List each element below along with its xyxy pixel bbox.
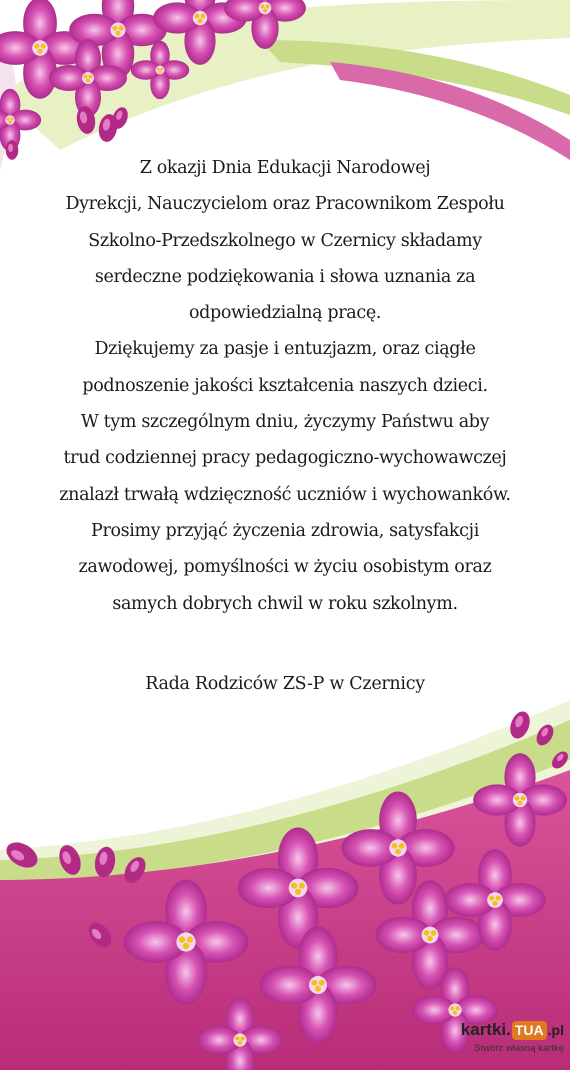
message-line: znalazł trwałą wdzięczność uczniów i wychowanków. — [59, 484, 511, 505]
logo-text-badge: TUA — [512, 1021, 547, 1040]
logo-wordmark — [452, 1018, 564, 1042]
message-line: samych dobrych chwil w roku szkolnym. — [112, 593, 458, 614]
logo-text-right: .pl — [547, 1022, 564, 1038]
message-line: odpowiedzialną pracę. — [188, 303, 382, 324]
message-line: Dziękujemy za pasje i entuzjazm, oraz ciągłe — [94, 339, 476, 360]
message-line: zawodowej, pomyślności w życiu osobistym oraz — [78, 557, 492, 578]
message-line: serdeczne podziękowania i słowa uznania za — [94, 266, 476, 287]
message-line: Z okazji Dnia Edukacji Narodowej — [139, 158, 431, 178]
greeting-message — [10, 150, 560, 622]
message-line: Dyrekcji, Nauczycielom oraz Pracownikom Zespołu — [65, 194, 505, 215]
signature: Rada Rodziców ZS-P w Czernicy — [145, 674, 425, 694]
message-line: Prosimy przyjąć życzenia zdrowia, satysfakcji — [91, 520, 479, 541]
message-line: Szkolno-Przedszkolnego w Czernicy składamy — [88, 230, 482, 251]
kartki-logo[interactable] — [452, 1018, 564, 1062]
message-line: trud codziennej pracy pedagogiczno-wychowawczej — [63, 448, 507, 469]
message-line: W tym szczególnym dniu, życzymy Państwu aby — [80, 412, 490, 433]
logo-text-left: kartki. — [460, 1020, 511, 1039]
message-line: podnoszenie jakości kształcenia naszych dzieci. — [82, 375, 488, 396]
logo-tagline: Stwórz własną kartkę — [474, 1043, 564, 1054]
